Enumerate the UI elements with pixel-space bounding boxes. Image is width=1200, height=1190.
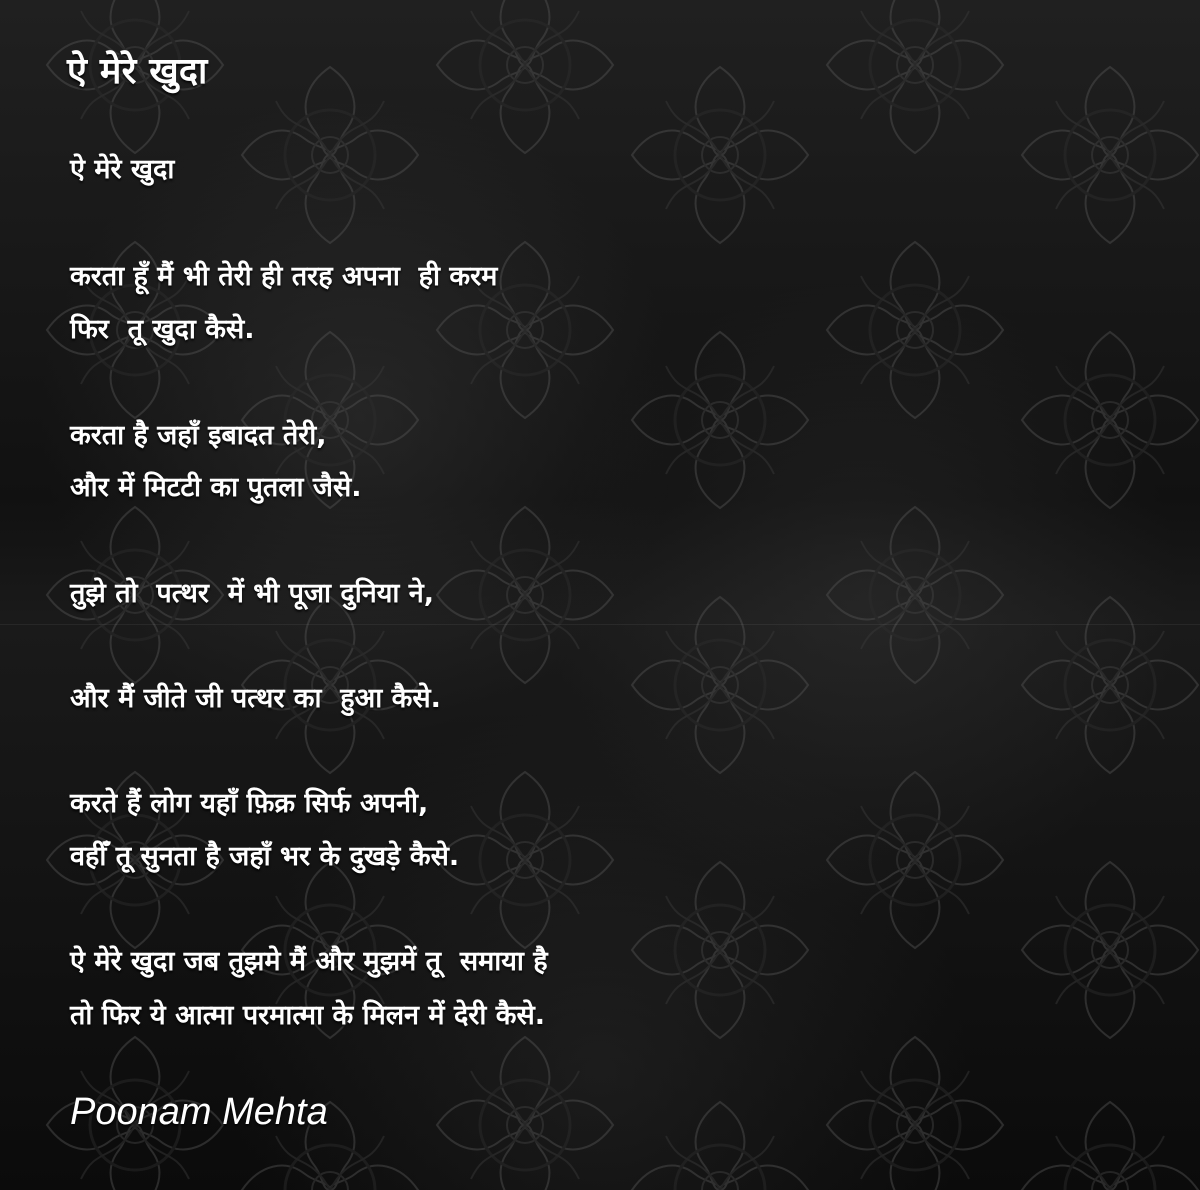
- poem-line-4: करता है जहाँ इबादत तेरी,: [70, 420, 327, 451]
- poem-line-6: तुझे तो पत्थर में भी पूजा दुनिया ने,: [70, 578, 434, 609]
- poem-line-2: करता हूँ मैं भी तेरी ही तरह अपना ही करम: [70, 261, 498, 292]
- poem-title: ऐ मेरे खुदा: [67, 51, 208, 92]
- author-name: Poonam Mehta: [70, 1091, 328, 1133]
- poem-line-7: और मैं जीते जी पत्थर का हुआ कैसे.: [70, 683, 441, 714]
- poem-line-3: फिर तू खुदा कैसे.: [70, 314, 255, 345]
- poem-line-1: ऐ मेरे खुदा: [70, 154, 175, 185]
- poem-line-9: वहीँ तू सुनता है जहाँ भर के दुखड़े कैसे.: [70, 841, 460, 872]
- poem-line-5: और में मिटटी का पुतला जैसे.: [70, 472, 362, 503]
- poem-line-11: तो फिर ये आत्मा परमात्मा के मिलन में देरी कैसे.: [70, 1000, 545, 1031]
- poem-line-8: करते हैं लोग यहाँ फ़िक्र सिर्फ अपनी,: [70, 788, 429, 819]
- poem-line-10: ऐ मेरे खुदा जब तुझमे मैं और मुझमें तू समाया है: [70, 946, 548, 977]
